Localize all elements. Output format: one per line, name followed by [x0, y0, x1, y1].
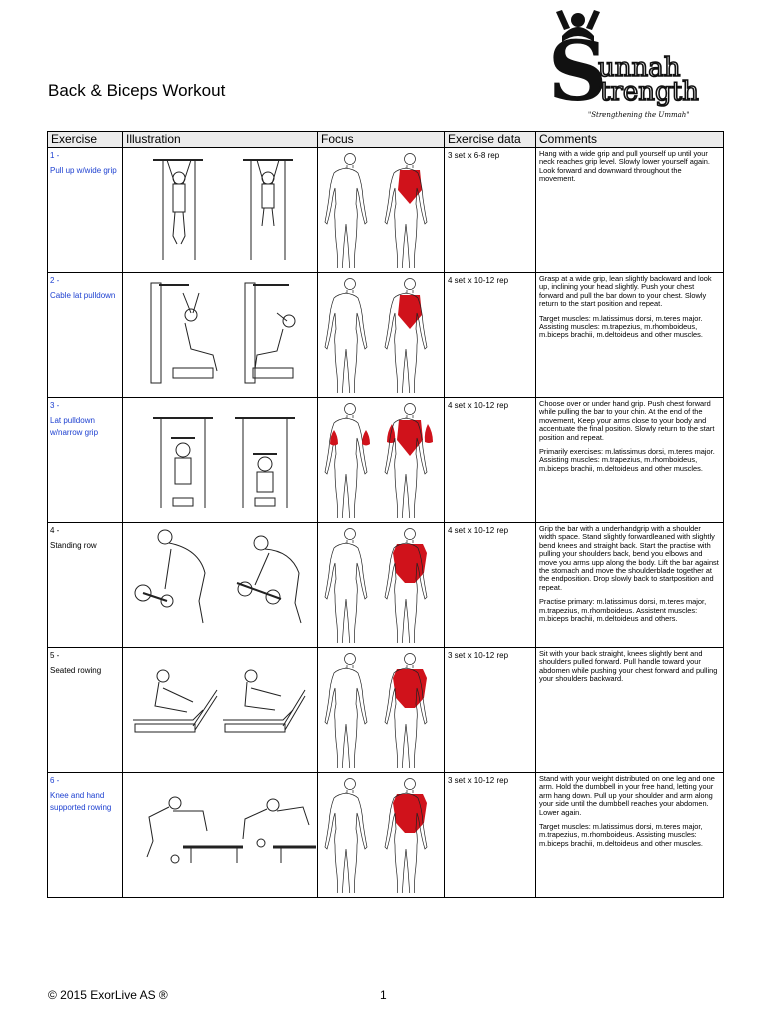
- comment-paragraph: Hang with a wide grip and pull yourself up until your neck reaches grip level. Slowly lower yourself again. Look forward and downward throughout the movement.: [539, 149, 710, 184]
- exercise-cell: [48, 148, 123, 273]
- table-row: [48, 773, 724, 898]
- exercise-cell: [48, 773, 123, 898]
- comments-cell: [536, 273, 724, 398]
- logo-word-1: unnah: [598, 53, 681, 83]
- comment-paragraph: Practise primary: m.latissimus dorsi, m.teres major, m.trapezius, m.rhomboideus. Assistent muscles: m.biceps brachii, m.deltoideus and others.: [539, 597, 707, 624]
- exercise-illustration: [123, 148, 316, 268]
- exercise-number: 3 -: [50, 401, 60, 410]
- exercise-number: 6 -: [50, 776, 60, 785]
- comments-cell: [536, 148, 724, 273]
- footer-copyright: © 2015 ExorLive AS ®: [48, 988, 168, 1002]
- logo-tagline: "Strengthening the Ummah": [588, 111, 690, 119]
- comment-paragraph: Choose over or under hand grip. Push chest forward while pulling the bar to your chin. At the end of the movement, Keep your arms close to your body and accentuate the final position. Slowly return to the start position and repeat.: [539, 399, 715, 442]
- focus-cell: [318, 398, 445, 523]
- col-header-comments: Comments: [536, 132, 724, 148]
- exercise-name[interactable]: Cable lat pulldown: [50, 291, 116, 300]
- exercise-number: 4 -: [50, 526, 60, 535]
- muscle-focus-diagram: [318, 273, 443, 393]
- exercise-cell: [48, 523, 123, 648]
- exercise-illustration: [123, 648, 316, 768]
- table-row: [48, 148, 724, 273]
- exercise-data-cell: 3 set x 6-8 rep: [445, 148, 536, 273]
- page-title: Back & Biceps Workout: [48, 81, 226, 100]
- focus-cell: [318, 773, 445, 898]
- comments-cell: [536, 773, 724, 898]
- exercise-data-cell: 4 set x 10-12 rep: [445, 273, 536, 398]
- focus-cell: [318, 523, 445, 648]
- muscle-focus-diagram: [318, 773, 443, 893]
- col-header-focus: Focus: [318, 132, 445, 148]
- logo-s-letter: S: [548, 24, 608, 118]
- exercise-illustration: [123, 523, 316, 643]
- sunnah-strength-logo: [540, 8, 725, 126]
- comment-paragraph: Target muscles: m.latissimus dorsi, m.teres major, m.trapezius, m.rhomboideus. Assisting muscles: m.biceps brachii, m.deltoideus and other muscles.: [539, 822, 703, 848]
- exercise-cell: [48, 398, 123, 523]
- table-row: [48, 648, 724, 773]
- focus-cell: [318, 148, 445, 273]
- exercise-name[interactable]: Lat pulldown w/narrow grip: [50, 416, 99, 437]
- exercise-name: Seated rowing: [50, 666, 102, 675]
- exercise-number: 2 -: [50, 276, 60, 285]
- comment-paragraph: Grip the bar with a underhandgrip with a shoulder width space. Stand slightly forwardleaned with slightly bend knees and straight back. Start the practise with pulling your shoulders back, bend you elbows and move you arms upp along the body. Lift the bar against the stomach and move the shoulderblade together at the endposition. Drop slowly back to startposition and repeat.: [539, 524, 719, 592]
- illustration-cell: [123, 148, 318, 273]
- focus-cell: [318, 273, 445, 398]
- logo-word-2: trength: [600, 77, 699, 107]
- comments-cell: [536, 523, 724, 648]
- muscle-focus-diagram: [318, 148, 443, 268]
- table-row: [48, 523, 724, 648]
- exercise-data-cell: 4 set x 10-12 rep: [445, 398, 536, 523]
- illustration-cell: [123, 398, 318, 523]
- exercise-illustration: [123, 773, 316, 893]
- comment-paragraph: Primarily exercises: m.latissimus dorsi, m.teres major. Assisting muscles: m.trapezius, m.rhomboideus, m.biceps brachii, m.deltoideus and other muscles.: [539, 447, 715, 473]
- comment-paragraph: Grasp at a wide grip, lean slightly backward and look up, inclining your head slightly. Push your chest forward and pull the bar down to your chest. Slowly return to the start position and repeat.: [539, 274, 712, 309]
- illustration-cell: [123, 273, 318, 398]
- exercise-cell: [48, 273, 123, 398]
- col-header-exercise-data: Exercise data: [445, 132, 536, 148]
- table-row: [48, 273, 724, 398]
- comment-paragraph: Stand with your weight distributed on one leg and one arm. Hold the dumbbell in your free hand, letting your arm hang down. Pull up your shoulder and arm along your side until the dumbbell reaches your abdomen. Lower again.: [539, 774, 715, 817]
- exercise-number: 5 -: [50, 651, 60, 660]
- col-header-exercise: Exercise: [48, 132, 123, 148]
- footer-page-number: 1: [380, 988, 387, 1002]
- exercise-name[interactable]: Pull up w/wide grip: [50, 166, 117, 175]
- exercise-number: 1 -: [50, 151, 60, 160]
- exercise-data-cell: 3 set x 10-12 rep: [445, 648, 536, 773]
- comments-cell: [536, 648, 724, 773]
- muscle-focus-diagram: [318, 523, 443, 643]
- exercise-name: Standing row: [50, 541, 97, 550]
- illustration-cell: [123, 523, 318, 648]
- workout-table: [47, 131, 724, 898]
- focus-cell: [318, 648, 445, 773]
- exercise-cell: [48, 648, 123, 773]
- comment-paragraph: Target muscles: m.latissimus dorsi, m.teres major. Assisting muscles: m.trapezius, m.rhomboideus, m.biceps brachii, m.deltoideus and other muscles.: [539, 313, 703, 340]
- illustration-cell: [123, 648, 318, 773]
- table-row: [48, 398, 724, 523]
- exercise-illustration: [123, 398, 316, 518]
- comment-paragraph: Sit with your back straight, knees slightly bent and shoulders pulled forward. Pull handle toward your abdomen while pushing your chest forward and pulling your shoulders backward.: [539, 649, 718, 684]
- muscle-focus-diagram: [318, 398, 443, 518]
- comments-cell: [536, 398, 724, 523]
- exercise-illustration: [123, 273, 316, 393]
- muscle-focus-diagram: [318, 648, 443, 768]
- illustration-cell: [123, 773, 318, 898]
- exercise-data-cell: 3 set x 10-12 rep: [445, 773, 536, 898]
- exercise-data-cell: 4 set x 10-12 rep: [445, 523, 536, 648]
- table-header-row: [48, 132, 724, 148]
- exercise-name[interactable]: Knee and hand supported rowing: [50, 791, 112, 812]
- col-header-illustration: Illustration: [123, 132, 318, 148]
